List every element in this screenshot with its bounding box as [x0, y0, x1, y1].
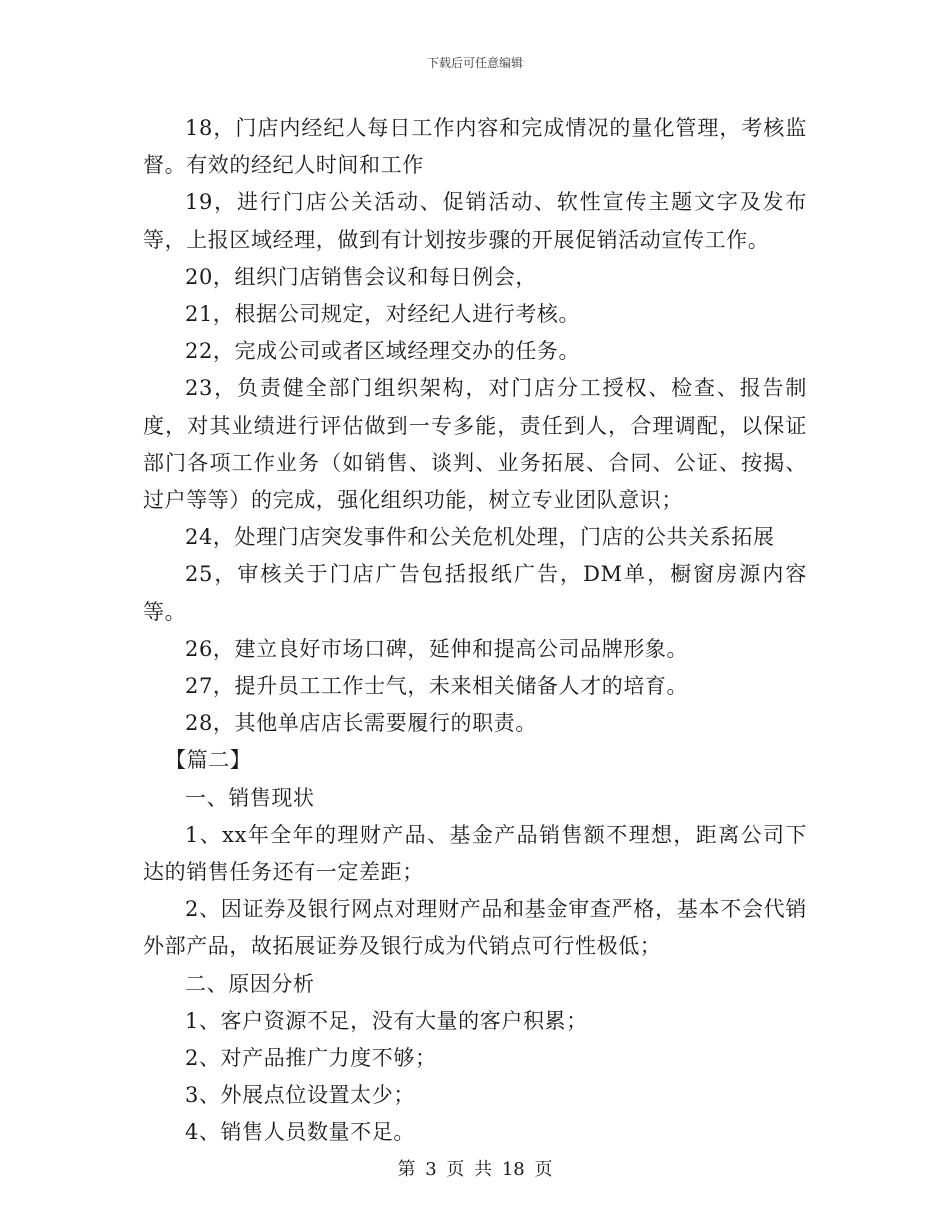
paragraph-24: 24，处理门店突发事件和公关危机处理，门店的公共关系拓展 — [185, 525, 775, 550]
section-heading-cause-analysis: 二、原因分析 — [185, 971, 315, 996]
page-number: 第 3 页 共 18 页 — [397, 1159, 553, 1180]
paragraph-19: 19，进行门店公关活动、促销活动、软性宣传主题文字及发布等，上报区域经理，做到有计划按步骤的开展促销活动宣传工作。 — [143, 190, 807, 252]
paragraph-21: 21，根据公司规定，对经纪人进行考核。 — [185, 302, 581, 327]
list-item-sales-1: 1、xx年全年的理财产品、基金产品销售额不理想，距离公司下达的销售任务还有一定差距； — [143, 822, 807, 885]
paragraph-20: 20，组织门店销售会议和每日例会， — [185, 264, 537, 289]
paragraph-25: 25，审核关于门店广告包括报纸广告，DM单，橱窗房源内容等。 — [143, 562, 807, 624]
list-item-sales-2: 2、因证券及银行网点对理财产品和基金审查严格，基本不会代销外部产品，故拓展证券及银行成为代销点可行性极低； — [143, 897, 807, 959]
list-item-cause-1: 1、客户资源不足，没有大量的客户积累； — [185, 1008, 588, 1033]
page-header: 下载后可任意编辑 — [426, 56, 523, 70]
section-heading-part-two: 【篇二】 — [165, 748, 252, 773]
list-item-cause-2: 2、对产品推广力度不够； — [185, 1046, 437, 1071]
list-item-cause-3: 3、外展点位设置太少； — [185, 1083, 415, 1108]
list-item-cause-4: 4、销售人员数量不足。 — [185, 1120, 415, 1145]
paragraph-28: 28，其他单店店长需要履行的职责。 — [185, 711, 537, 736]
section-heading-sales-status: 一、销售现状 — [185, 785, 315, 810]
document-body — [143, 110, 807, 1152]
paragraph-22: 22，完成公司或者区域经理交办的任务。 — [185, 339, 581, 364]
paragraph-23: 23，负责健全部门组织架构，对门店分工授权、检查、报告制度，对其业绩进行评估做到一专多能，责任到人，合理调配，以保证部门各项工作业务（如销售、谈判、业务拓展、合同、公证、按揭、过户等等）的完成，强化组织功能，树立专业团队意识； — [143, 376, 807, 513]
paragraph-27: 27，提升员工工作士气，未来相关储备人才的培育。 — [185, 674, 689, 699]
paragraph-18: 18，门店内经纪人每日工作内容和完成情况的量化管理，考核监督。有效的经纪人时间和工作 — [143, 116, 807, 178]
paragraph-26: 26，建立良好市场口碑，延伸和提高公司品牌形象。 — [185, 636, 689, 661]
